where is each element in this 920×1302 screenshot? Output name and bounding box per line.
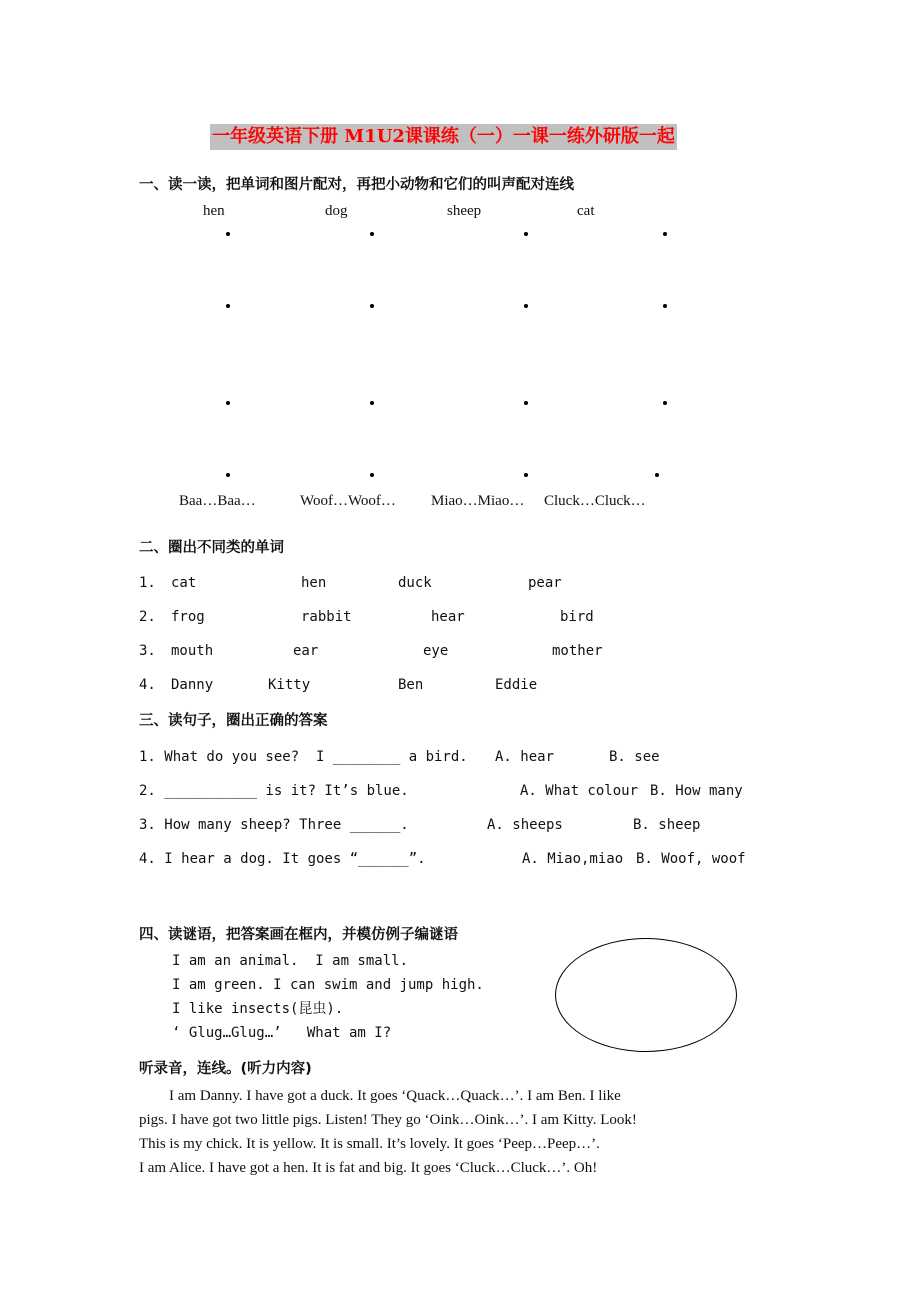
- word-option: cat: [171, 575, 197, 591]
- word-option: pear: [528, 575, 562, 591]
- item-number: 1.: [139, 575, 156, 591]
- match-dot: [663, 401, 667, 405]
- question-text: 3. How many sheep? Three ______.: [139, 817, 409, 833]
- word-option: eye: [423, 643, 449, 659]
- match-dot: [370, 473, 374, 477]
- match-dot: [655, 473, 659, 477]
- match-dot: [524, 473, 528, 477]
- word-hen: hen: [203, 203, 225, 219]
- match-dot: [226, 401, 230, 405]
- word-sheep: sheep: [447, 203, 482, 219]
- listening-text-line: This is my chick. It is yellow. It is small. It’s lovely. It goes ‘Peep…Peep…’.: [139, 1136, 600, 1152]
- listening-text-line: pigs. I have got two little pigs. Listen! They go ‘Oink…Oink…’. I am Kitty. Look!: [139, 1112, 637, 1128]
- section-3-heading: 三、读句子，圈出正确的答案: [139, 713, 328, 729]
- word-option: Eddie: [495, 677, 538, 693]
- word-option: frog: [171, 609, 205, 625]
- question-text: 1. What do you see? I ________ a bird.: [139, 749, 468, 765]
- riddle-line: I like insects(昆虫).: [172, 1001, 344, 1017]
- listening-text-line: I am Alice. I have got a hen. It is fat and big. It goes ‘Cluck…Cluck…’. Oh!: [139, 1160, 598, 1176]
- match-dot: [663, 232, 667, 236]
- match-dot: [370, 401, 374, 405]
- word-dog: dog: [325, 203, 348, 219]
- match-dot: [524, 401, 528, 405]
- section-4-heading: 四、读谜语，把答案画在框内，并模仿例子编谜语: [139, 927, 458, 943]
- match-dot: [226, 473, 230, 477]
- answer-option-a: A. What colour: [520, 783, 639, 799]
- match-dot: [226, 232, 230, 236]
- match-dot: [226, 304, 230, 308]
- word-option: hen: [301, 575, 327, 591]
- section-2-heading: 二、圈出不同类的单词: [139, 540, 284, 556]
- word-option: ear: [293, 643, 319, 659]
- match-dot: [524, 304, 528, 308]
- word-option: bird: [560, 609, 594, 625]
- answer-option-b: B. How many: [650, 783, 743, 799]
- page-title: 一年级英语下册 M1U2课课练（一）一课一练外研版一起: [210, 124, 677, 150]
- answer-option-b: B. see: [609, 749, 660, 765]
- listening-text-line: I am Danny. I have got a duck. It goes ‘Quack…Quack…’. I am Ben. I like: [139, 1088, 621, 1104]
- word-option: hear: [431, 609, 465, 625]
- answer-option-b: B. Woof, woof: [636, 851, 746, 867]
- question-text: 4. I hear a dog. It goes “______”.: [139, 851, 426, 867]
- word-option: Ben: [398, 677, 424, 693]
- sound-cluck: Cluck…Cluck…: [544, 493, 646, 509]
- item-number: 4.: [139, 677, 156, 693]
- word-option: duck: [398, 575, 432, 591]
- word-option: rabbit: [301, 609, 352, 625]
- match-dot: [370, 304, 374, 308]
- answer-option-a: A. Miao,miao: [522, 851, 624, 867]
- answer-drawing-oval[interactable]: [555, 938, 737, 1052]
- sound-baa: Baa…Baa…: [179, 493, 256, 509]
- riddle-line: I am green. I can swim and jump high.: [172, 977, 484, 993]
- sound-woof: Woof…Woof…: [300, 493, 396, 509]
- question-text: 2. ___________ is it? It’s blue.: [139, 783, 409, 799]
- section-5-heading: 听录音，连线。(听力内容): [139, 1061, 312, 1077]
- riddle-line: ‘ Glug…Glug…’ What am I?: [172, 1025, 392, 1041]
- word-option: mouth: [171, 643, 214, 659]
- answer-option-b: B. sheep: [633, 817, 701, 833]
- word-option: Danny: [171, 677, 214, 693]
- sound-miao: Miao…Miao…: [431, 493, 525, 509]
- match-dot: [370, 232, 374, 236]
- match-dot: [524, 232, 528, 236]
- answer-option-a: A. hear: [495, 749, 555, 765]
- answer-option-a: A. sheeps: [487, 817, 563, 833]
- word-option: mother: [552, 643, 603, 659]
- riddle-line: I am an animal. I am small.: [172, 953, 409, 969]
- match-dot: [663, 304, 667, 308]
- item-number: 2.: [139, 609, 156, 625]
- item-number: 3.: [139, 643, 156, 659]
- section-1-heading: 一、读一读，把单词和图片配对，再把小动物和它们的叫声配对连线: [139, 177, 574, 193]
- word-option: Kitty: [268, 677, 311, 693]
- word-cat: cat: [577, 203, 595, 219]
